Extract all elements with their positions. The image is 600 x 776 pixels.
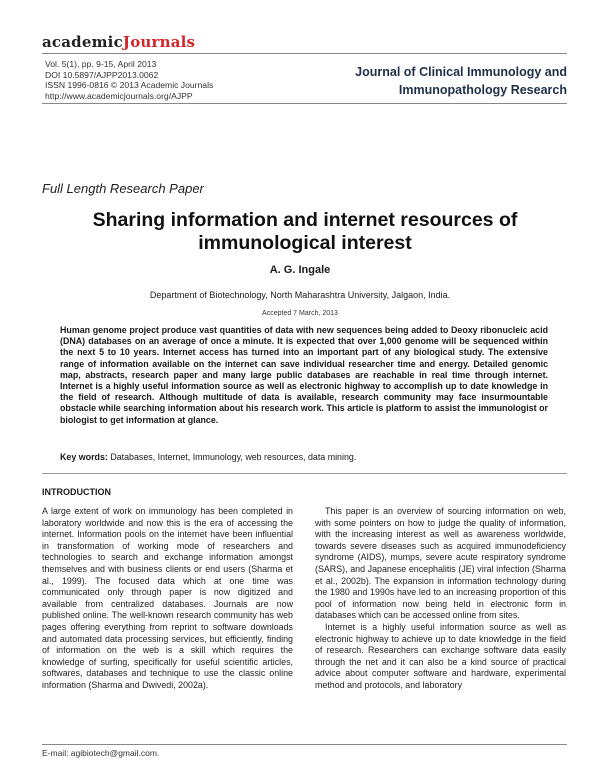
meta-issn: ISSN 1996-0816 © 2013 Academic Journals — [45, 80, 214, 90]
keywords — [60, 452, 550, 462]
author-affiliation: Department of Biotechnology, North Maharashtra University, Jalgaon, India. — [149, 290, 451, 300]
author-email[interactable]: E-mail: agibiotech@gmail.com. — [42, 748, 160, 758]
journal-name-line1: Journal of Clinical Immunology and — [355, 65, 567, 79]
article-title-line2: immunological interest — [198, 232, 412, 254]
footnote-rule — [42, 744, 567, 745]
header-rule-bottom — [42, 103, 567, 104]
journal-name — [327, 63, 567, 99]
article-category: Full Length Research Paper — [42, 181, 204, 196]
journal-name-line2: Immunopathology Research — [398, 83, 567, 97]
left-column — [42, 506, 293, 692]
publication-meta — [45, 59, 213, 101]
keywords-label: Key words: — [60, 452, 108, 462]
meta-volume: Vol. 5(1), pp. 9-15, April 2013 — [45, 59, 157, 69]
paragraph: A large extent of work on immunology has been completed in laboratory worldwide and now this is the era of accessing the internet. Information pools on the internet have been influential in transformation of working mode of researchers and technologies to search and exchange information amongst themselves and with business clients or end users (Sharma et al., 1999). The focused data which at one time was communicated only through paper is now digitized and available from centralized databases. Journals are now published online. The well-known research community has web pages offering everything from reprint to software downloads and automated data processing services, but efficiently, finding of information on the web is a skill which requires the knowledge of surfing, specifically for useful scientific articles, softwares, databases and technique to use the classic online information (Sharma and Dwivedi, 2002a). — [42, 506, 293, 690]
brand-highlight: Journals — [122, 33, 196, 51]
article-title-line1: Sharing information and internet resources of — [92, 209, 518, 231]
abstract-text: Human genome project produce vast quantities of data with new sequences being added to Deoxy ribonucleic acid (DNA) databases on an average of once a minute. It is expected that over 1,000 genome will be sequenced within the next 5 to 10 years. Internet access has turned into an important part of any biological study. The extensive range of information available on the internet can save individual researcher time and energy. Detailed genomic map, abstracts, research paper and many large public databases are reachable in real time through internet. Internet is a highly useful information source as well as electronic highway to accomplish up to date knowledge in the field of research. Although multitude of data is available, research community may face insurmountable obstacle while searching information about his research work. This article is platform to assist the immunologist or biologist to get information at glance. — [60, 325, 548, 425]
paragraph: Internet is a highly useful information source as well as electronic highway to achieve up to date knowledge in the field of research. Researchers can exchange software data easily through the net and it can also be a kind source of practical advice about computer software and hardware, experimental method and protocols, and laboratory — [315, 621, 566, 690]
section-heading: INTRODUCTION — [42, 487, 111, 497]
author-name: A. G. Ingale — [269, 264, 331, 276]
brand-prefix: academic — [42, 33, 123, 51]
publisher-logo — [42, 33, 195, 51]
keywords-list: Databases, Internet, Immunology, web resources, data mining. — [110, 452, 357, 462]
meta-url[interactable]: http://www.academicjournals.org/AJPP — [45, 90, 193, 101]
abstract-separator — [42, 473, 567, 474]
header-rule-top — [42, 53, 567, 54]
meta-doi: DOI 10.5897/AJPP2013.0062 — [45, 69, 159, 80]
paragraph: This paper is an overview of sourcing information on web, with some pointers on how to judge the quality of information, with the increasing interest as well as awareness worldwide, towards severe diseases such as acquired immunodeficiency syndrome (AIDS), mumps, severe acute respiratory syndrome (SARS), and Japanese encephalitis (JE) viral infection (Sharma et al., 2002b). The expansion in information technology during the 1980 and 1990s have led to an increasing proportion of this pool of information now being held in electronic form in databases which can be accessed online from sites. — [315, 506, 566, 621]
right-column — [315, 506, 566, 692]
article-title — [40, 209, 570, 255]
accepted-date: Accepted 7 March, 2013 — [262, 310, 338, 317]
